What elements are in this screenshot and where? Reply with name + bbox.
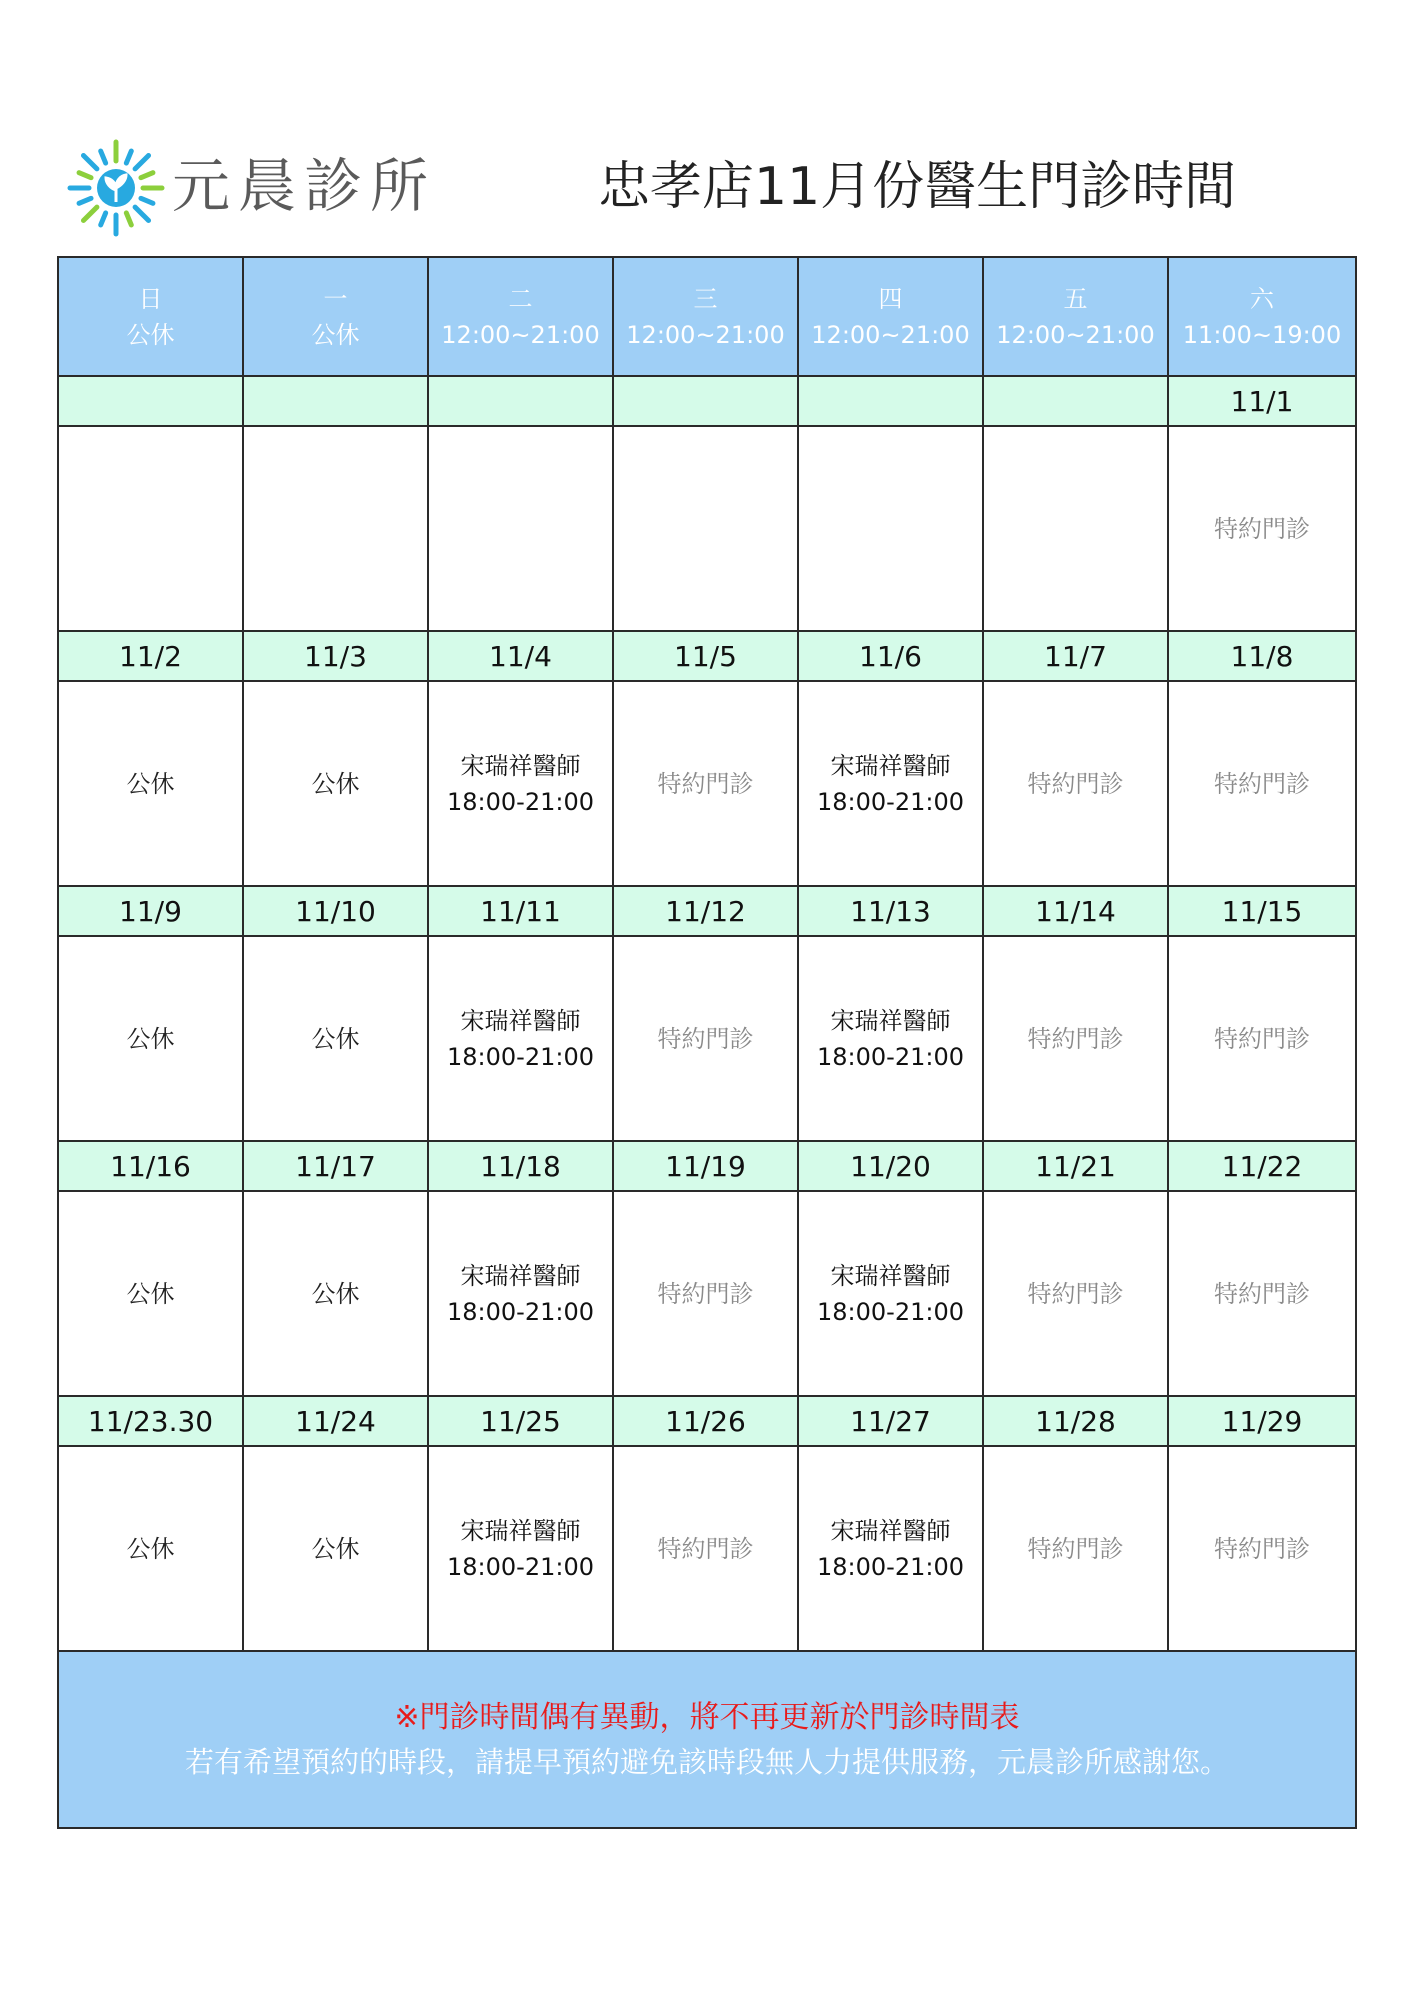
weekday-hours: 公休	[126, 320, 175, 349]
empty-cell	[613, 426, 798, 631]
closed-day-cell	[243, 681, 428, 886]
date-cell: 11/17	[243, 1141, 428, 1191]
cell-text: 特約門診	[1027, 1024, 1124, 1053]
date-cell: 11/8	[1168, 631, 1356, 681]
date-cell: 11/23.30	[58, 1396, 243, 1446]
special-appointment-cell	[613, 936, 798, 1141]
date-cell: 11/1	[1168, 376, 1356, 426]
cell-text: 特約門診	[657, 1534, 754, 1563]
weekday-label: 二	[508, 284, 533, 313]
closed-day-cell	[58, 681, 243, 886]
date-cell: 11/3	[243, 631, 428, 681]
cell-text: 公休	[126, 1279, 175, 1308]
date-cell: 11/26	[613, 1396, 798, 1446]
date-cell: 11/6	[798, 631, 983, 681]
empty-cell	[983, 426, 1168, 631]
weekday-header-cell	[798, 257, 983, 376]
cell-text: 特約門診	[1214, 1534, 1310, 1563]
date-cell: 11/20	[798, 1141, 983, 1191]
clinic-brand-name: 元晨診所	[172, 152, 437, 220]
booking-note: 若有希望預約的時段，請提早預約避免該時段無人力提供服務，元晨診所感謝您。	[184, 1744, 1229, 1779]
empty-cell	[798, 426, 983, 631]
weekday-label: 三	[693, 284, 718, 313]
weekday-label: 一	[323, 284, 348, 313]
weekday-label: 日	[138, 284, 163, 313]
date-cell: 11/14	[983, 886, 1168, 936]
closed-day-cell	[243, 1446, 428, 1651]
cell-text: 宋瑞祥醫師	[830, 751, 951, 780]
date-cell	[613, 376, 798, 426]
date-cell: 11/25	[428, 1396, 613, 1446]
date-cell: 11/5	[613, 631, 798, 681]
date-row	[58, 376, 1356, 426]
special-appointment-cell	[1168, 426, 1356, 631]
weekday-label: 六	[1250, 284, 1274, 313]
cell-text: 特約門診	[1214, 514, 1310, 543]
date-cell	[983, 376, 1168, 426]
schedule-table	[57, 256, 1357, 1829]
date-row	[58, 1141, 1356, 1191]
date-cell	[58, 376, 243, 426]
weekday-label: 五	[1063, 284, 1088, 313]
weekday-hours: 11:00~19:00	[1182, 320, 1342, 349]
cell-text: 特約門診	[1027, 769, 1124, 798]
weekday-hours: 公休	[311, 320, 360, 349]
cell-text: 特約門診	[657, 1024, 754, 1053]
cell-text: 公休	[311, 1279, 360, 1308]
cell-text: 特約門診	[1027, 1279, 1124, 1308]
cell-text: 18:00-21:00	[817, 1042, 964, 1071]
footer-row	[58, 1651, 1356, 1828]
special-appointment-cell	[613, 1446, 798, 1651]
weekday-label: 四	[878, 284, 903, 313]
cell-text: 公休	[126, 1024, 175, 1053]
cell-text: 宋瑞祥醫師	[830, 1516, 951, 1545]
cell-text: 公休	[126, 1534, 175, 1563]
doctor-shift-cell	[428, 1446, 613, 1651]
special-appointment-cell	[613, 681, 798, 886]
special-appointment-cell	[983, 1191, 1168, 1396]
weekday-hours: 12:00~21:00	[626, 320, 785, 349]
change-warning: ※門診時間偶有異動，將不再更新於門診時間表	[394, 1699, 1020, 1735]
date-cell	[428, 376, 613, 426]
cell-text: 公休	[126, 769, 175, 798]
weekday-hours: 12:00~21:00	[811, 320, 970, 349]
special-appointment-cell	[983, 681, 1168, 886]
weekday-header-cell	[983, 257, 1168, 376]
cell-text: 18:00-21:00	[817, 1297, 964, 1326]
date-cell: 11/11	[428, 886, 613, 936]
doctor-shift-cell	[798, 1446, 983, 1651]
date-row	[58, 631, 1356, 681]
doctor-shift-cell	[428, 681, 613, 886]
footer-notice	[58, 1651, 1356, 1828]
date-cell: 11/22	[1168, 1141, 1356, 1191]
date-cell: 11/7	[983, 631, 1168, 681]
date-cell: 11/9	[58, 886, 243, 936]
schedule-row	[58, 426, 1356, 631]
date-cell: 11/2	[58, 631, 243, 681]
cell-text: 特約門診	[1214, 1024, 1310, 1053]
date-cell: 11/16	[58, 1141, 243, 1191]
weekday-header-cell	[613, 257, 798, 376]
weekday-header-cell	[1168, 257, 1356, 376]
empty-cell	[243, 426, 428, 631]
clinic-logo-icon	[66, 138, 166, 238]
cell-text: 宋瑞祥醫師	[460, 1006, 581, 1035]
date-cell: 11/29	[1168, 1396, 1356, 1446]
special-appointment-cell	[1168, 936, 1356, 1141]
doctor-shift-cell	[428, 936, 613, 1141]
special-appointment-cell	[613, 1191, 798, 1396]
date-cell: 11/13	[798, 886, 983, 936]
doctor-shift-cell	[798, 1191, 983, 1396]
date-cell: 11/12	[613, 886, 798, 936]
special-appointment-cell	[983, 1446, 1168, 1651]
empty-cell	[428, 426, 613, 631]
special-appointment-cell	[1168, 1191, 1356, 1396]
date-cell: 11/28	[983, 1396, 1168, 1446]
date-cell: 11/4	[428, 631, 613, 681]
cell-text: 特約門診	[1214, 769, 1310, 798]
empty-cell	[58, 426, 243, 631]
date-cell	[243, 376, 428, 426]
cell-text: 宋瑞祥醫師	[830, 1006, 951, 1035]
page-header	[0, 0, 1414, 250]
date-cell: 11/19	[613, 1141, 798, 1191]
date-cell: 11/24	[243, 1396, 428, 1446]
cell-text: 公休	[311, 1024, 360, 1053]
cell-text: 公休	[311, 769, 360, 798]
date-cell: 11/21	[983, 1141, 1168, 1191]
date-row	[58, 1396, 1356, 1446]
date-cell	[798, 376, 983, 426]
cell-text: 18:00-21:00	[817, 787, 964, 816]
closed-day-cell	[58, 1446, 243, 1651]
weekday-header-cell	[428, 257, 613, 376]
weekday-header-cell	[58, 257, 243, 376]
cell-text: 18:00-21:00	[447, 787, 594, 816]
cell-text: 宋瑞祥醫師	[460, 1261, 581, 1290]
cell-text: 特約門診	[657, 769, 754, 798]
weekday-header-cell	[243, 257, 428, 376]
schedule-row	[58, 936, 1356, 1141]
cell-text: 特約門診	[1214, 1279, 1310, 1308]
cell-text: 公休	[311, 1534, 360, 1563]
cell-text: 特約門診	[657, 1279, 754, 1308]
weekday-hours: 12:00~21:00	[441, 320, 600, 349]
closed-day-cell	[243, 1191, 428, 1396]
special-appointment-cell	[1168, 1446, 1356, 1651]
closed-day-cell	[243, 936, 428, 1141]
weekday-hours: 12:00~21:00	[996, 320, 1155, 349]
date-cell: 11/10	[243, 886, 428, 936]
special-appointment-cell	[983, 936, 1168, 1141]
cell-text: 18:00-21:00	[447, 1042, 594, 1071]
cell-text: 特約門診	[1027, 1534, 1124, 1563]
doctor-shift-cell	[798, 681, 983, 886]
page-title: 忠孝店11月份醫生門診時間	[598, 157, 1237, 217]
doctor-shift-cell	[798, 936, 983, 1141]
schedule-row	[58, 1446, 1356, 1651]
date-cell: 11/27	[798, 1396, 983, 1446]
cell-text: 18:00-21:00	[447, 1297, 594, 1326]
weekday-header-row	[58, 257, 1356, 376]
cell-text: 18:00-21:00	[817, 1552, 964, 1581]
closed-day-cell	[58, 1191, 243, 1396]
cell-text: 宋瑞祥醫師	[460, 751, 581, 780]
schedule-row	[58, 1191, 1356, 1396]
special-appointment-cell	[1168, 681, 1356, 886]
doctor-shift-cell	[428, 1191, 613, 1396]
schedule-row	[58, 681, 1356, 886]
date-cell: 11/15	[1168, 886, 1356, 936]
date-row	[58, 886, 1356, 936]
cell-text: 宋瑞祥醫師	[460, 1516, 581, 1545]
date-cell: 11/18	[428, 1141, 613, 1191]
cell-text: 18:00-21:00	[447, 1552, 594, 1581]
closed-day-cell	[58, 936, 243, 1141]
cell-text: 宋瑞祥醫師	[830, 1261, 951, 1290]
